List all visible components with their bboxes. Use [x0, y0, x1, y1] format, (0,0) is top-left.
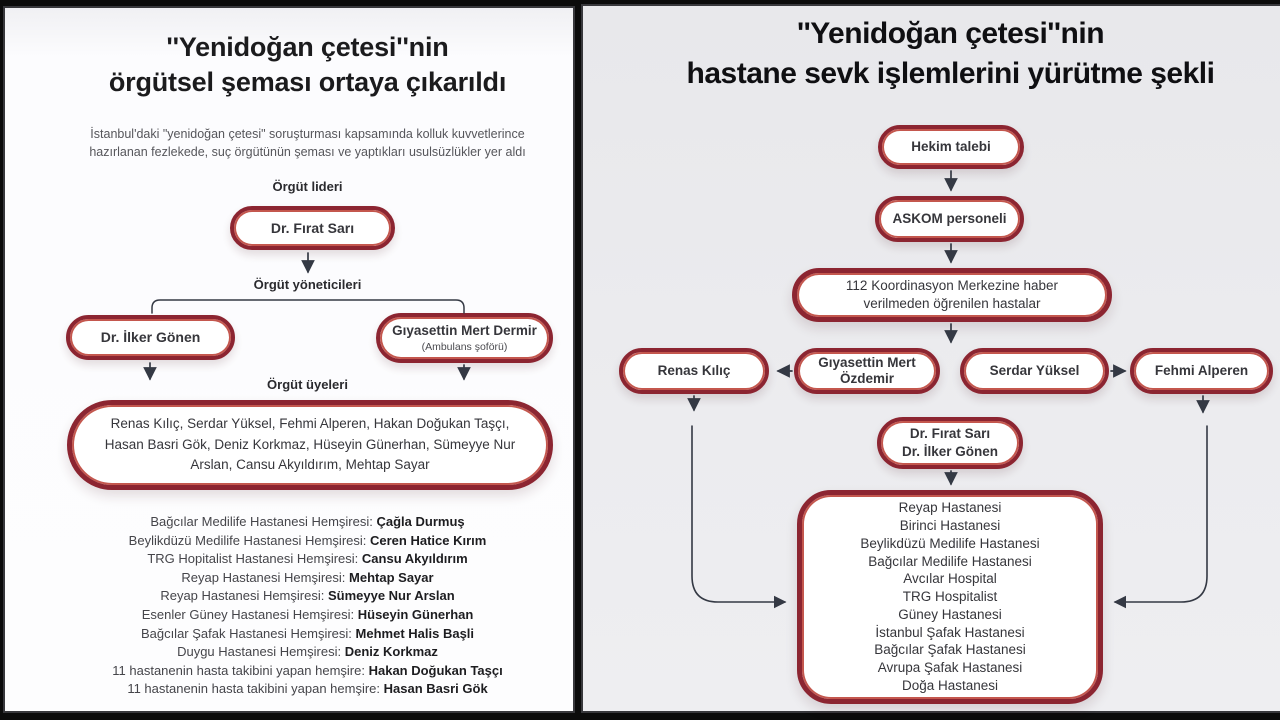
- panel-org-chart: [3, 6, 575, 713]
- doctors-line1: Dr. Fırat Sarı: [909, 426, 991, 442]
- nurse-role: Reyap Hastanesi Hemşiresi:: [181, 569, 346, 585]
- label-org-leader: Örgüt lideri: [272, 179, 343, 194]
- left-subtitle: İstanbul'daki "yenidoğan çetesi" soruşturması kapsamında kolluk kuvvetlerince hazırlanan fezlekede, suç örgütünün şeması ve yaptıkları usulsüzlükler yer aldı: [89, 127, 526, 159]
- nurse-entry: [42, 643, 573, 662]
- node-manager-right: [376, 313, 553, 363]
- right-title: [621, 14, 1280, 94]
- nurse-entry: [42, 513, 573, 532]
- hospital-entry: Avcılar Hospital: [903, 571, 997, 587]
- hospital-entry: Doğa Hastanesi: [901, 678, 999, 694]
- node-doctors: [877, 417, 1023, 469]
- connector-renas-to-hospitals: [692, 426, 785, 602]
- left-title: [42, 30, 573, 100]
- nurse-entry: [42, 532, 573, 551]
- nurse-entry: [42, 625, 573, 644]
- person-left-name: Renas Kılıç: [657, 363, 731, 379]
- node-step-112-koordinasyon: [792, 268, 1112, 322]
- nurse-role: Bağcılar Şafak Hastanesi Hemşiresi:: [140, 625, 352, 641]
- nurse-name: Hüseyin Günerhan: [357, 606, 474, 622]
- nurse-role: TRG Hopitalist Hastanesi Hemşiresi:: [147, 551, 359, 567]
- node-person-fehmi-alperen: [1130, 348, 1273, 394]
- nurse-name: Hakan Doğukan Taşçı: [368, 662, 503, 678]
- doctors-line2: Dr. İlker Gönen: [901, 444, 999, 459]
- nurse-name: Mehmet Halis Başli: [355, 625, 475, 641]
- hospital-entry: Beylikdüzü Medilife Hastanesi: [860, 535, 1040, 551]
- nurse-role: Beylikdüzü Medilife Hastanesi Hemşiresi:: [128, 532, 367, 548]
- hospital-entry: Bağcılar Medilife Hastanesi: [868, 553, 1032, 569]
- left-title-line1: ''Yenidoğan çetesi''nin: [166, 32, 449, 62]
- hospital-entry: Bağcılar Şafak Hastanesi: [874, 642, 1026, 658]
- node-leader-name: Dr. Fırat Sarı: [270, 219, 355, 236]
- nurse-entry: [42, 662, 573, 681]
- node-manager-right-name: Gıyasettin Mert Dermir: [392, 323, 537, 339]
- nurse-name: Deniz Korkmaz: [344, 644, 438, 660]
- node-manager-right-role: (Ambulans şoförü): [421, 340, 508, 353]
- nurse-role: Esenler Güney Hastanesi Hemşiresi:: [141, 606, 355, 622]
- left-title-line2: örgütsel şeması ortaya çıkarıldı: [108, 67, 507, 97]
- step3-text: 112 Koordinasyon Merkezine haber verilmeden öğrenilen hastalar: [845, 277, 1059, 311]
- bracket-managers: [152, 300, 464, 313]
- nurse-name: Hasan Basri Gök: [383, 681, 488, 697]
- right-title-line1: ''Yenidoğan çetesi''nin: [796, 17, 1105, 50]
- hospital-entry: Birinci Hastanesi: [899, 517, 1001, 533]
- person-right-name: Fehmi Alperen: [1154, 363, 1249, 379]
- nurse-role: Duygu Hastanesi Hemşiresi:: [177, 644, 342, 660]
- node-leader: [230, 206, 395, 250]
- person-mid-right-name: Serdar Yüksel: [989, 363, 1080, 379]
- nurse-name: Sümeyye Nur Arslan: [327, 588, 455, 604]
- nurse-role: 11 hastanenin hasta takibini yapan hemşire:: [127, 681, 381, 697]
- nurse-role: 11 hastanenin hasta takibini yapan hemşire:: [112, 662, 365, 678]
- node-hospital-list: [797, 490, 1103, 704]
- hospital-entry: Avrupa Şafak Hastanesi: [877, 660, 1023, 676]
- hospital-entry: Güney Hastanesi: [898, 606, 1002, 622]
- nurse-name: Cansu Akyıldırım: [361, 551, 468, 567]
- node-person-renas-kilic: [619, 348, 769, 394]
- node-person-serdar-yuksel: [960, 348, 1109, 394]
- node-manager-left: [66, 315, 235, 360]
- connector-fehmi-to-hospitals: [1115, 426, 1207, 602]
- nurse-list: [42, 513, 573, 699]
- nurse-entry: [42, 606, 573, 625]
- nurse-name: Mehtap Sayar: [349, 569, 434, 585]
- label-org-members: Örgüt üyeleri: [267, 377, 348, 392]
- node-step-hekim-talebi: [878, 125, 1024, 169]
- right-title-line2: hastane sevk işlemlerini yürütme şekli: [686, 57, 1215, 90]
- hospital-entry: İstanbul Şafak Hastanesi: [875, 624, 1025, 640]
- nurse-entry: [42, 587, 573, 606]
- hospital-entry: TRG Hospitalist: [902, 589, 998, 605]
- person-mid-left-name: Gıyasettin Mert Özdemir: [818, 355, 916, 386]
- nurse-name: Çağla Durmuş: [376, 514, 465, 529]
- nurse-role: Bağcılar Medilife Hastanesi Hemşiresi:: [150, 514, 373, 529]
- step1-text: Hekim talebi: [911, 139, 991, 155]
- node-person-giyasettin-ozdemir: [794, 348, 940, 394]
- step2-text: ASKOM personeli: [892, 211, 1007, 227]
- nurse-entry: [42, 550, 573, 569]
- node-members: [67, 400, 553, 490]
- hospital-entry: Reyap Hastanesi: [898, 500, 1002, 516]
- nurse-name: Ceren Hatice Kırım: [370, 532, 487, 548]
- node-manager-left-name: Dr. İlker Gönen: [100, 329, 201, 346]
- nurse-entry: [42, 569, 573, 588]
- node-members-text: Renas Kılıç, Serdar Yüksel, Fehmi Alperen, Hakan Doğukan Taşçı, Hasan Basri Gök, Deniz Korkmaz, Hüseyin Günerhan, Sümeyye Nur Arslan, Cansu Akyıldırım, Mehtap Sayar: [104, 415, 516, 473]
- panel-referral-flow: [581, 4, 1280, 713]
- nurse-entry: [42, 680, 573, 699]
- node-step-askom: [875, 196, 1024, 242]
- label-org-managers: Örgüt yöneticileri: [253, 277, 362, 292]
- nurse-role: Reyap Hastanesi Hemşiresi:: [160, 588, 325, 604]
